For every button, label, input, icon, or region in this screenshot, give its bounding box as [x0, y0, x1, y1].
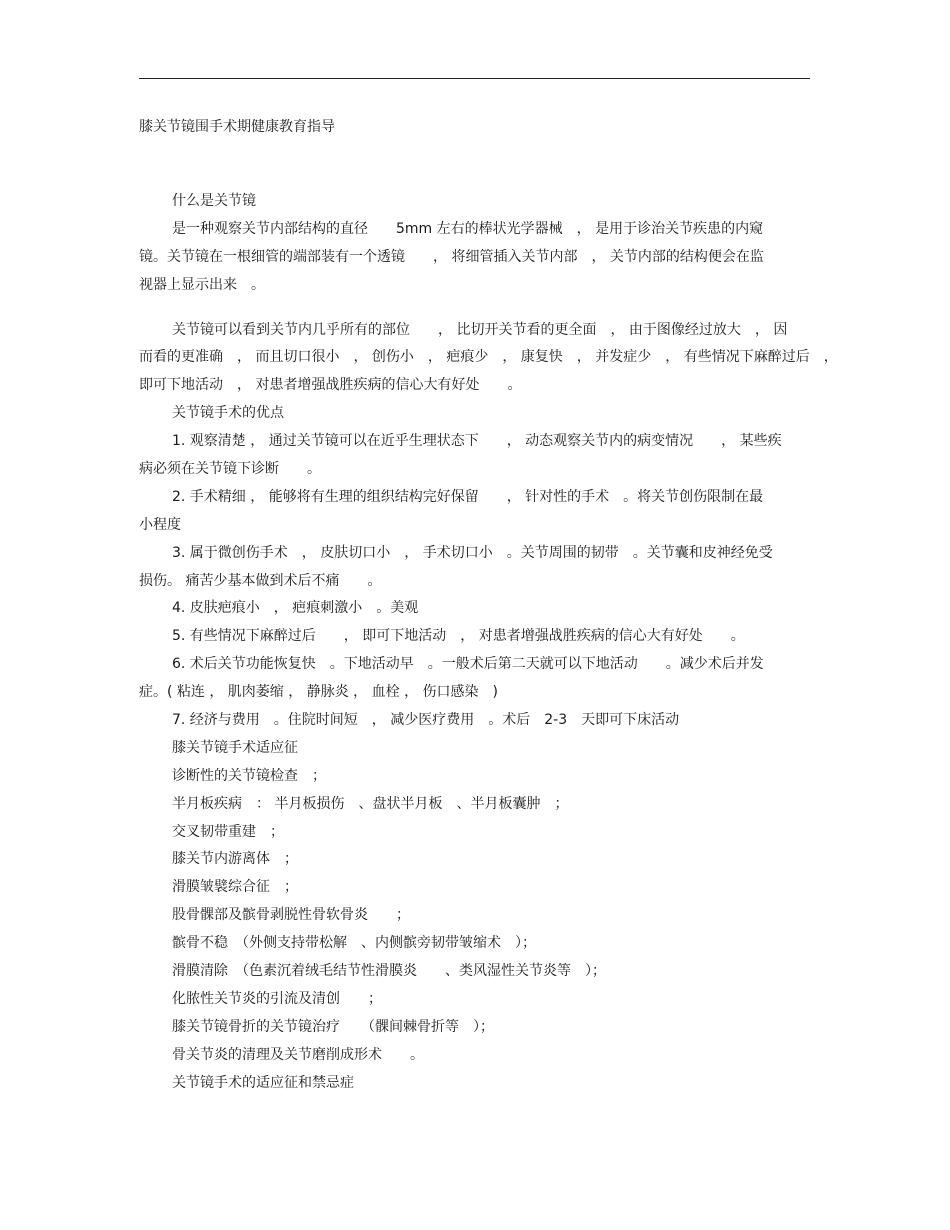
text-line: 膝关节镜骨折的关节镜治疗 （髁间棘骨折等 ）；	[172, 1018, 494, 1035]
text-line: 2. 手术精细 ， 能够将有生理的组织结构完好保留 ， 针对性的手术 。将关节创伤限制在最	[172, 488, 764, 505]
text-line: 诊断性的关节镜检查 ；	[172, 767, 326, 784]
text-line: 膝关节内游离体 ；	[172, 851, 298, 868]
text-line: 4. 皮肤疤痕小 ， 疤痕刺激小 。美观	[172, 600, 419, 617]
text-line: 化脓性关节炎的引流及清创 ；	[172, 990, 382, 1007]
text-line: 交叉韧带重建 ；	[172, 823, 284, 840]
text-line: 6. 术后关节功能恢复快 。下地活动早 。一般术后第二天就可以下地活动 。减少术后并发	[172, 656, 764, 673]
text-line: 是一种观察关节内部结构的直径 5mm 左右的棒状光学器械 ， 是用于诊治关节疾患的内窥	[172, 220, 764, 237]
text-line: 股骨髁部及髌骨剥脱性骨软骨炎 ；	[172, 907, 410, 924]
text-line: 即可下地活动 ， 对患者增强战胜疾病的信心大有好处 。	[139, 377, 522, 394]
text-line: 什么是关节镜	[172, 193, 256, 209]
text-line: 而看的更准确 ， 而且切口很小 ， 创伤小 ， 疤痕少 ， 康复快 ， 并发症少 ， 有些情况下麻醉过后 ，	[139, 349, 838, 366]
document-body	[139, 188, 838, 1098]
text-line: 1. 观察清楚 ， 通过关节镜可以在近乎生理状态下 ， 动态观察关节内的病变情况 ， 某些疾	[172, 433, 782, 450]
paragraph-gap	[139, 300, 799, 317]
text-line: 损伤。 痛苦少基本做到术后不痛 。	[139, 572, 382, 589]
text-line: 症。( 粘连 ， 肌肉萎缩 ， 静脉炎 ， 血栓 ， 伤口感染 )	[139, 684, 498, 701]
header-rule	[139, 78, 810, 79]
text-line: 关节镜手术的优点	[172, 405, 284, 422]
text-line: 滑膜皱襞综合征 ；	[172, 879, 298, 896]
text-line: 髌骨不稳 （外侧支持带松解 、内侧髌旁韧带皱缩术 ）；	[172, 935, 536, 952]
text-line: 关节镜手术的适应征和禁忌症	[172, 1074, 354, 1091]
text-line: 镜。关节镜在一根细管的端部装有一个透镜 ， 将细管插入关节内部 ， 关节内部的结构便会在监	[139, 248, 764, 265]
text-line: 小程度	[139, 516, 181, 533]
text-line: 膝关节镜手术适应征	[172, 739, 298, 756]
text-line: 5. 有些情况下麻醉过后 ， 即可下地活动 ， 对患者增强战胜疾病的信心大有好处 。	[172, 628, 745, 645]
text-line: 7. 经济与费用 。住院时间短 ， 减少医疗费用 。术后 2-3 天即可下床活动	[172, 712, 680, 729]
text-line: 视器上显示出来 。	[139, 276, 265, 293]
text-line: 关节镜可以看到关节内几乎所有的部位 ， 比切开关节看的更全面 ， 由于图像经过放大 ， 因	[172, 321, 788, 338]
text-line: 半月板疾病 ： 半月板损伤 、盘状半月板 、半月板囊肿 ；	[172, 795, 569, 812]
document-title: 膝关节镜围手术期健康教育指导	[139, 119, 335, 135]
text-line: 3. 属于微创伤手术 ， 皮肤切口小 ， 手术切口小 。关节周围的韧带 。关节囊和皮神经免受	[172, 544, 773, 561]
text-line: 骨关节炎的清理及关节磨削成形术 。	[172, 1046, 424, 1063]
text-line: 病必须在关节镜下诊断 。	[139, 461, 321, 478]
text-line: 滑膜清除 （色素沉着绒毛结节性滑膜炎 、类风湿性关节炎等 ）；	[172, 963, 606, 980]
